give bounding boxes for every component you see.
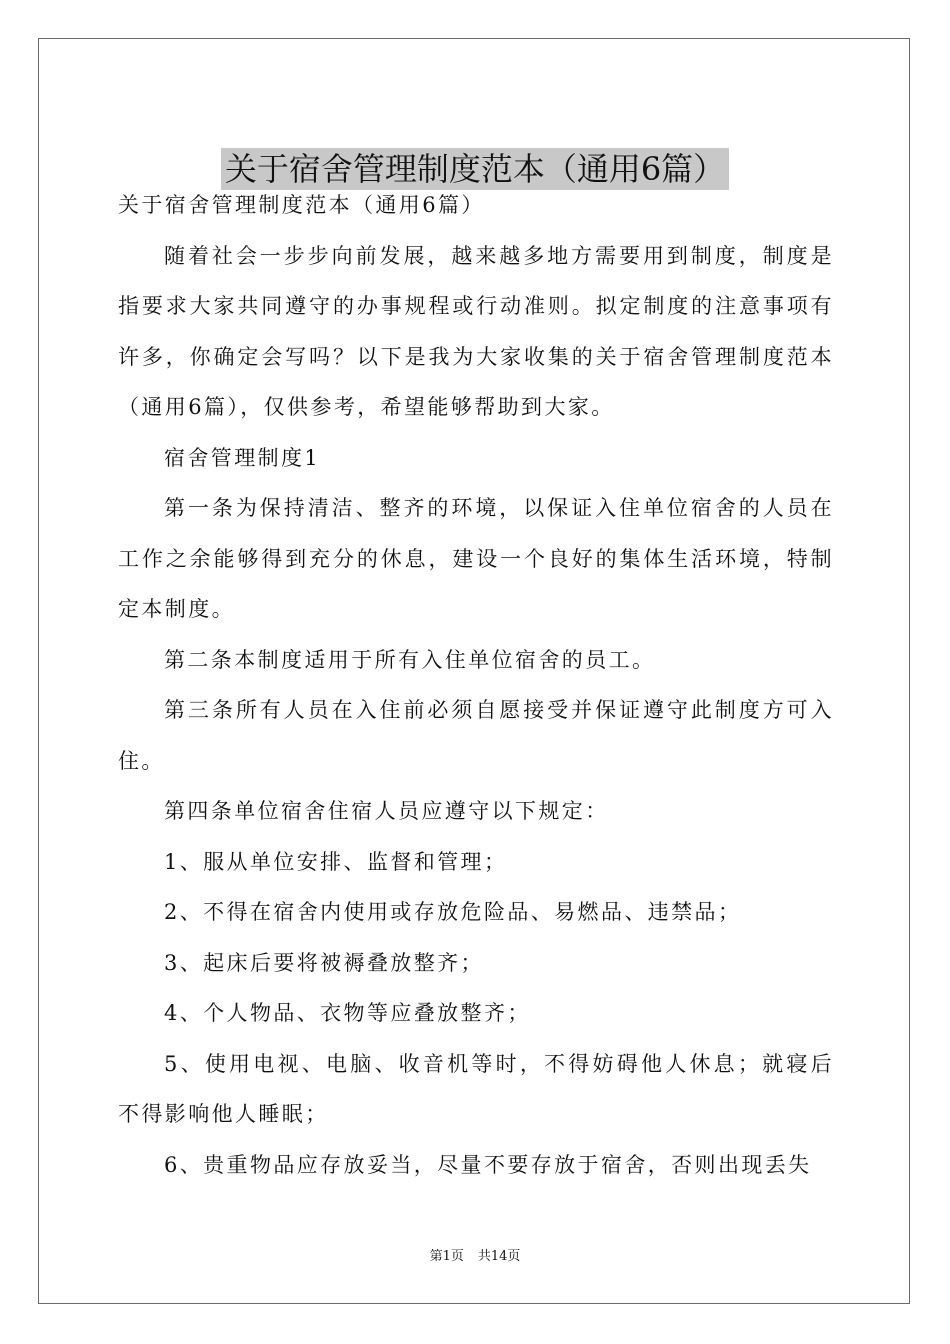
document-subtitle: 关于宿舍管理制度范本（通用6篇） <box>118 193 485 217</box>
list-item: 1、服从单位安排、监督和管理； <box>164 849 508 874</box>
page-footer <box>0 1248 950 1266</box>
list-item: 5、使用电视、电脑、收音机等时，不得妨碍他人休息；就寝后不得影响他人睡眠； <box>118 1051 834 1126</box>
document-body <box>118 180 834 1190</box>
section-heading: 宿舍管理制度1 <box>164 445 321 470</box>
list-item: 2、不得在宿舍内使用或存放危险品、易燃品、违禁品； <box>164 900 742 924</box>
page-number: 第1页 <box>429 1249 464 1264</box>
list-item: 3、起床后要将被褥叠放整齐； <box>164 950 484 975</box>
list-item: 6、贵重物品应存放妥当，尽量不要存放于宿舍，否则出现丢失 <box>164 1152 812 1177</box>
article-paragraph: 第二条本制度适用于所有入住单位宿舍的员工。 <box>164 647 656 672</box>
list-item: 4、个人物品、衣物等应叠放整齐； <box>164 1001 531 1025</box>
article-paragraph: 第一条为保持清洁、整齐的环境，以保证入住单位宿舍的人员在工作之余能够得到充分的休息，建设一个良好的集体生活环境，特制定本制度。 <box>118 496 834 621</box>
article-paragraph: 第三条所有人员在入住前必须自愿接受并保证遵守此制度方可入住。 <box>118 698 834 773</box>
article-paragraph: 第四条单位宿舍住宿人员应遵守以下规定： <box>164 799 609 823</box>
document-title: 关于宿舍管理制度范本（通用6篇） <box>221 148 729 190</box>
page-total: 共14页 <box>477 1249 521 1264</box>
intro-paragraph: 随着社会一步步向前发展，越来越多地方需要用到制度，制度是指要求大家共同遵守的办事规程或行动准则。拟定制度的注意事项有许多，你确定会写吗？以下是我为大家收集的关于宿舍管理制度范本（通用6篇），仅供参考，希望能够帮助到大家。 <box>118 243 834 419</box>
